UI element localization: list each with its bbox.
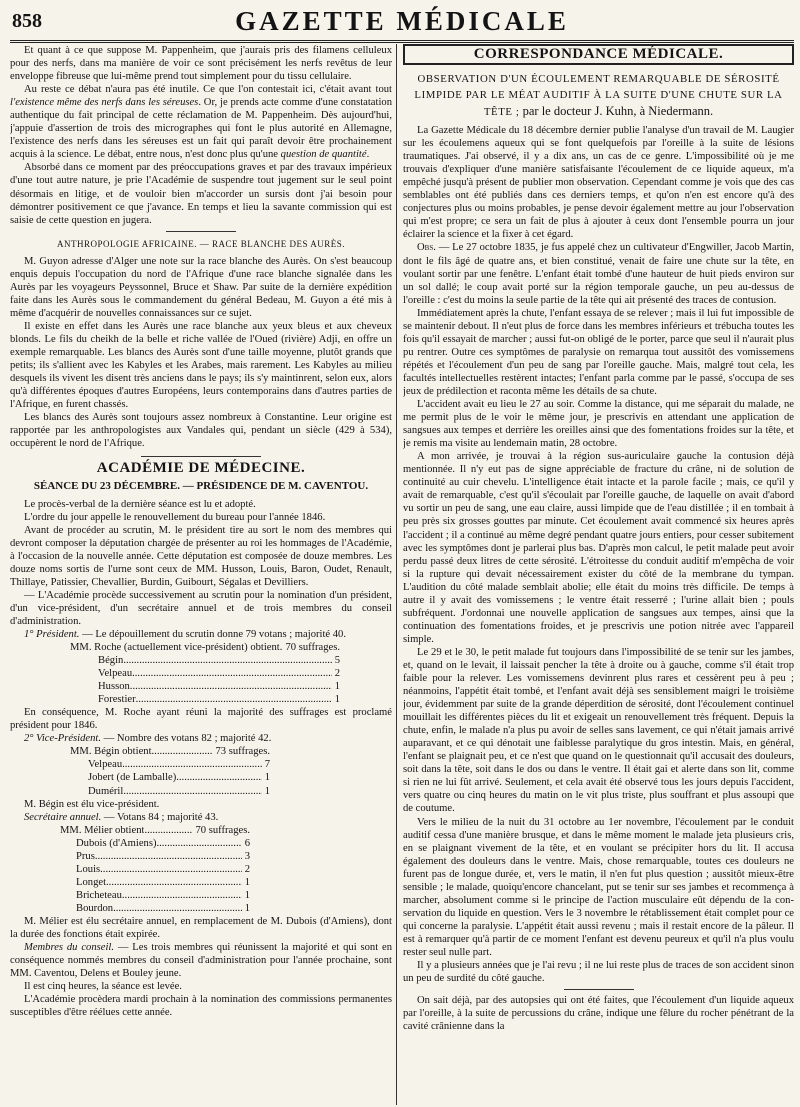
paragraph: On sait déjà, par des autopsies qui ont été faites, que l'écoulement d'un liquide aqueux par l'oreille, à la suite de percussions du crâne, indique une fêlure du rocher pénétrant de la cavité crânienne dans la: [403, 995, 794, 1033]
vote-row: [98, 680, 340, 693]
vote-row: [88, 785, 270, 798]
vote-count: 2: [334, 668, 340, 680]
paragraph: Le procès-verbal de la dernière séance est lu et adopté.: [24, 498, 256, 510]
paragraph: Les blancs des Aurès sont toujours assez nombreux à Constantine. Leur origine est rapportée par les anthropologistes aux Vandales qui, pendant un siècle (429 à 534), occupèrent le nord de l'Afrique.: [10, 412, 392, 450]
vote-count: 1: [244, 876, 250, 888]
vote-candidate: Velpeau: [88, 759, 123, 771]
leader-dots: [123, 654, 331, 667]
vote-count: 7: [264, 759, 270, 771]
vote-candidate: Louis: [76, 863, 101, 875]
paragraph: Au reste ce débat n'aura pas été inutile. Ce que l'on contestait ici, c'était avant tout l'existence même des nerfs dans les séreuses. Or, je prends acte comme d'une constatation authentique du fait principal de cette réclamation de M. Pappenheim. Dès aujourd'hui, j'appuie d'assertion de trois des micrographes qui font le plus autorité en Allemagne, l'existence des nerfs dans les séreuses est un fait qui paraît devoir être prochainement acquis à la science. Le débat, entre nous, n'est donc plus qu'une question de quantité.: [10, 84, 392, 161]
vote-count: 6: [244, 837, 250, 849]
vote-table-president: [70, 641, 340, 706]
masthead: [10, 4, 794, 43]
separator: [141, 456, 261, 457]
vote-row: [70, 641, 340, 654]
leader-dots: [152, 745, 213, 758]
paragraph: L'Académie procèdera mardi prochain à la nomination des commissions permanentes susceptibles d'être réélues cette année.: [10, 994, 392, 1019]
vote-count: 1: [264, 772, 270, 784]
paragraph: Le 29 et le 30, le petit malade fut toujours dans l'impossibilité de se tenir sur les jambes, et, quand on le levait, il laissait pencher la tête à droite ou à gauche, comme s'il était trop faible pour la relever. Les vomissemens devinrent plus rares et cessèrent peu à peu ; néanmoins, l'appétit était tombé, et l'enfant avait déjà ses sensiblement maigri le troisième jour, évidemment par suite de la grande déperdition de sérosité, dont l'écoulement continuel mouillait les différentes pièces du lit et exigeait un renouvellement très fréquent. Depuis la chute, enfin, le malade n'a plus pu avoir de selles sans lavement, ce qui n'était jamais arrivé auparavant, et ce qui dénotait une faiblesse paralytique du gros intestin. Mais, en général, l'enfant se plaignait peu, et ce n'est que quand on le questionnait qu'il accusait des douleurs, soit dans la tête, soit dans le dos ou dans le ventre. Il était gai et alerte dans son lit, comme si rien ne lui fût arrivé. Seulement, et cela avait été observé tous les jours depuis l'accident, vers quatre ou cinq heures du matin on le vit plus triste, plus souffrant et plus assoupi que de coutume.: [403, 646, 794, 815]
paragraph: Absorbé dans ce moment par des préoccupations graves et par des travaux impérieux d'une tout autre nature, je prie l'Académie de suspendre tout jugement sur le seul point désormais en litige, et de vouloir bien m'accorder un sursis dont j'ai besoin pour démontrer positivement ce que j'avance. En temps et lieu la savante commission qui est saisie de cette question en jugera.: [10, 162, 392, 226]
vote-candidate: Longet: [76, 876, 107, 888]
section-title: ACADÉMIE DE MÉDECINE.: [96, 460, 306, 477]
paragraph: L'ordre du jour appelle le renouvellement du bureau pour l'année 1846.: [24, 511, 326, 523]
vote-row: [88, 758, 270, 771]
paragraph: En conséquence, M. Roche ayant réuni la majorité des suffrages est proclamé président pour 1846.: [10, 707, 392, 732]
right-column: [403, 44, 794, 1105]
vote-row: [76, 837, 250, 850]
page-number: 858: [12, 10, 42, 32]
vote-row: [98, 654, 340, 667]
vote-candidate: Prus: [76, 850, 95, 862]
vote-candidate: Velpeau: [98, 668, 133, 680]
paragraph: M. Bégin est élu vice-président.: [24, 798, 160, 810]
vote-row: [76, 850, 250, 863]
vote-row: [76, 902, 250, 915]
vote-count: 2: [244, 863, 250, 875]
leader-dots: [100, 863, 242, 876]
vote-candidate: Jobert (de Lamballe): [88, 772, 177, 784]
vote-count: 70 suffrages.: [195, 824, 250, 836]
paragraph: Il existe en effet dans les Aurès une race blanche aux yeux bleus et aux cheveux blonds. Le fils du cheikh de la belle et riche vallée de l'Oued (rivière) Adji, en offre un exemple remarquable. Les blancs des Aurès sont d'une taille moyenne, plutôt grands que petits; ils s'allient avec les Kabyles et les Arabes, mais rarement. Les Kabyles au milieu desquels ils vivent les disent très anciens dans le pays; ils s'y maintinrent, selon eux, alors qu'à différentes époques d'autres Européens, leurs contemporains dans d'autres parties de l'Afrique, en furent chassés.: [10, 320, 392, 411]
paragraph: Secrétaire annuel. — Votans 84 ; majorité 43.: [24, 811, 219, 823]
paragraph: Et quant à ce que suppose M. Pappenheim, que j'aurais pris des filamens celluleux pour des nerfs, dans ma manière de voir ce sont précisément les nerfs revêtus de leur enveloppe fibreuse que lui-même prend tout simplement pour du tissu cellulaire.: [10, 45, 392, 83]
vote-row: [76, 876, 250, 889]
leader-dots: [106, 876, 242, 889]
leader-dots: [122, 889, 242, 902]
vote-table-vice-president: [70, 745, 270, 797]
leader-dots: [95, 850, 242, 863]
paragraph: 2° Vice-Président. — Nombre des votans 82 ; majorité 42.: [24, 733, 272, 745]
vote-candidate: Bégin: [98, 655, 124, 667]
paragraph: Il y a plusieurs années que je l'ai revu ; il ne lui reste plus de traces de son accident sinon un peu de surdité du côté gauche.: [403, 960, 794, 985]
vote-count: 1: [244, 902, 250, 914]
separator: [564, 989, 634, 990]
vote-count: 73 suffrages.: [215, 746, 270, 758]
paragraph: La Gazette Médicale du 18 décembre dernier publie l'analyse d'un travail de M. Laugier sur les écoulemens aqueux qui se font quelquefois par l'oreille à la suite de lésions traumatiques. J'ai observé, il y a dix ans, un cas de ce genre. L'impossibilité où je me trouvais d'expliquer d'une manière satisfaisante l'écoulement de ce liquide aqueux, m'a empêché jusqu'à présent de publier mon observation. Cependant comme je vois que des cas semblables ont été publiés dans ces derniers temps, et qu'on n'en est encore qu'à des conjectures plus ou moins probables, je pense devoir également mettre au jour l'observation qui m'est propre; ce sera un fait de plus à ajouter à ceux dont l'ensemble pourra un jour éclairer la science et la fixer à cet égard.: [403, 125, 794, 241]
paragraph: Membres du conseil. — Les trois membres qui réunissent la majorité et qui sont en conséquence nommés membres du conseil d'administration pour l'année prochaine, sont MM. Caventou, Delens et Bouley jeune.: [10, 942, 392, 980]
journal-title: GAZETTE MÉDICALE: [235, 6, 569, 36]
vote-candidate: Husson: [98, 681, 130, 693]
vote-count: 1: [244, 889, 250, 901]
vote-count: 1: [264, 785, 270, 797]
section-subtitle: ANTHROPOLOGIE AFRICAINE. — RACE BLANCHE DES AURÈS.: [56, 238, 345, 249]
vote-table-secretary: [60, 824, 250, 915]
vote-candidate: Duméril: [88, 785, 124, 797]
leader-dots: [130, 680, 332, 693]
session-heading: SÉANCE DU 23 DÉCEMBRE. — PRÉSIDENCE DE M. CAVENTOU.: [33, 480, 369, 493]
paragraph: 1° Président. — Le dépouillement du scrutin donne 79 votans ; majorité 40.: [24, 628, 346, 640]
vote-candidate: Forestier: [98, 694, 136, 706]
vote-row: [98, 667, 340, 680]
paragraph: Obs. — Le 27 octobre 1835, je fus appelé chez un cultivateur d'Engwiller, Jacob Martin, dont le fils âgé de quatre ans, et bien constitué, venait de faire une chute sur la tête, en voulant sortir par une fenêtre. L'enfant était tombé d'une hauteur de huit pieds environ sur un sol dallé; le coup avait porté sur la région temporale gauche, un peu au-dessus de l'oreille : c'est du moins la seule partie de la tête qui ait présenté des traces de contusion.: [403, 242, 794, 306]
paragraph: Il est cinq heures, la séance est levée.: [24, 981, 182, 993]
leader-dots: [144, 824, 192, 837]
paragraph: Immédiatement après la chute, l'enfant essaya de se relever ; mais il lui fut impossible de se maintenir debout. Il n'eut plus de force dans les membres inférieurs et trébucha toutes les fois qu'il essayait de marcher ; aussi fut-on obligé de le porter, parce que seul il n'aurait plus pu rentrer. Outre ces symptômes de paralysie on remarqua tout aussitôt des vomissemens répétés et l'écoulement d'un peu de sang par l'oreille gauche. Mais, malgré tout cela, les facultés intellectuelles restèrent intactes; l'enfant parla comme par le passé, s'occupa de ses jeux de prédilection et raconta même les détails de sa chute.: [403, 307, 794, 397]
vote-row: [60, 824, 250, 837]
vote-candidate: MM. Mélier obtient: [60, 824, 145, 836]
paragraph: A mon arrivée, je trouvai à la région sus-auriculaire gauche la contusion déjà mentionnée. Il n'y eut pas de signe appréciable de fracture du crâne, ni de solution de continuité au cuir chevelu. L'intelligence était intacte et la parole facile ; mais, ce qu'il y avait de remarquable, c'est qu'il s'écoulait par l'oreille gauche, de laquelle on avait d'abord vu sortir un peu de sang, une eau claire, aussi limpide que de l'eau distillée ; il en tombait à peu près six grosses gouttes par minute. Cet écoulement avait commencé six heures après l'accident ; il a continué au même degré pendant quatre jours entiers, pour cesser subitement avec les symptômes dont je parlerai plus bas. D'après mon calcul, le petit malade peut avoir perdu passé deux litres de cette sérosité. L'étroitesse du conduit auditif m'empêcha de voir si la rupture qui devait nécessairement exister du côté de la membrane du tympan. L'audition du côté malade semblait abolie; elle était du moins très difficile. De temps à autre il y avait des vomissemens ; le ventre était resserré ; l'urine allait bien ; pouls subfréquent. J'ordonnai une nouvelle application de sangsues aux tempes, ainsi que la continuation des fomentations froides, et je prescrivis une potion nitrée avec l'appareil simple.: [403, 451, 794, 645]
vote-count: 3: [244, 850, 250, 862]
leader-dots: [113, 902, 242, 915]
vote-row: [70, 745, 270, 758]
vote-count: 1: [334, 681, 340, 693]
article-title: OBSERVATION D'UN ÉCOULEMENT REMARQUABLE DE SÉROSITÉ LIMPIDE PAR LE MÉAT AUDITIF À LA SUITE D'UNE CHUTE SUR LA TÊTE ; par le docteur J. Kuhn, à Niedermann.: [414, 73, 783, 119]
section-title-box: CORRESPONDANCE MÉDICALE.: [403, 44, 794, 65]
vote-row: [76, 889, 250, 902]
column-rule: [396, 44, 397, 1105]
leader-dots: [122, 758, 262, 771]
vote-candidate: Dubois (d'Amiens): [76, 837, 157, 849]
leader-dots: [156, 837, 241, 850]
left-column: [10, 44, 392, 1105]
vote-count: 70 suffrages.: [285, 642, 340, 654]
vote-row: [76, 863, 250, 876]
vote-candidate: MM. Roche (actuellement vice-président) obtient: [70, 642, 280, 654]
vote-count: 1: [334, 694, 340, 706]
vote-row: [98, 693, 340, 706]
paragraph: M. Guyon adresse d'Alger une note sur la race blanche des Aurès. On s'est beaucoup enquis depuis l'occupation du nord de l'Afrique d'une race blanche signalée dans les Aurès par les voyageurs Peyssonnel, Bruce et Shaw. Par suite de la dernière expédition faite dans les Aurès sous le commandement du général Bedeau, M. Guyon a été mis à même d'acquérir de nouvelles connaissances sur ce sujet.: [10, 255, 392, 319]
leader-dots: [132, 667, 332, 680]
paragraph: M. Mélier est élu secrétaire annuel, en remplacement de M. Dubois (d'Amiens), dont la durée des fonctions était expirée.: [10, 916, 392, 941]
vote-count: 5: [334, 655, 340, 667]
paragraph: Vers le milieu de la nuit du 31 octobre au 1er novembre, l'écoulement par le conduit auditif cessa d'une manière brusque, et dans le même moment le malade jeta plusieurs cris, en se plaignant vivement de la tête, et en voulant se précipiter hors du lit. Il accusa également des douleurs dans le ventre. Mais, chose remarquable, toutes ces douleurs ne furent pas de longue durée, et, vers le matin, il n'en fut plus question ; aussitôt mieux-être sensible ; le malade, quoiqu'encore chancelant, put se tenir sur ses jambes et recommença à marcher, absolument comme si le principe de l'action musculaire eût dépendu de la conservation du liquide en question. Vers le 3 novembre le rétablissement était complet pour ce qui concerne la paralysie. L'appétit était aussi revenu ; mais il restait encore de la pâleur. Il est à remarquer qu'à partir de ce moment l'enfant est devenu peureux et qu'il n'a plus voulu rester seul nulle part.: [403, 816, 794, 958]
separator: [166, 231, 236, 232]
leader-dots: [136, 693, 332, 706]
vote-candidate: Bricheteau: [76, 889, 122, 901]
vote-candidate: MM. Bégin obtient: [70, 746, 152, 758]
columns: [10, 44, 794, 1105]
leader-dots: [176, 771, 261, 784]
leader-dots: [123, 785, 261, 798]
vote-candidate: Bourdon: [76, 902, 114, 914]
paragraph: Avant de procéder au scrutin, M. le président tire au sort le nom des membres qui devront composer la députation chargée de présenter au roi les hommages de l'Académie, à l'occasion de la nouvelle année. Cette députation est composée de douze membres. Les douze noms sortis de l'urne sont ceux de MM. Husson, Louis, Baron, Oudet, Renault, Thillaye, Patissier, Chevallier, Burdin, Guibourt, Ségalas et Devilliers.: [10, 524, 392, 588]
vote-row: [88, 771, 270, 784]
paragraph: — L'Académie procède successivement au scrutin pour la nomination d'un président, d'un vice-président, d'un secrétaire annuel et de trois membres du conseil d'administration.: [10, 589, 392, 627]
paragraph: L'accident avait eu lieu le 27 au soir. Comme la distance, qui me séparait du malade, ne me permit plus de le voir le même jour, je prescrivis en attendant une application de sangsues aux tempes et derrière les oreilles ainsi que des fomentations froides sur la tête, et je remis ma visite au lendemain matin, 28 octobre.: [403, 399, 794, 450]
